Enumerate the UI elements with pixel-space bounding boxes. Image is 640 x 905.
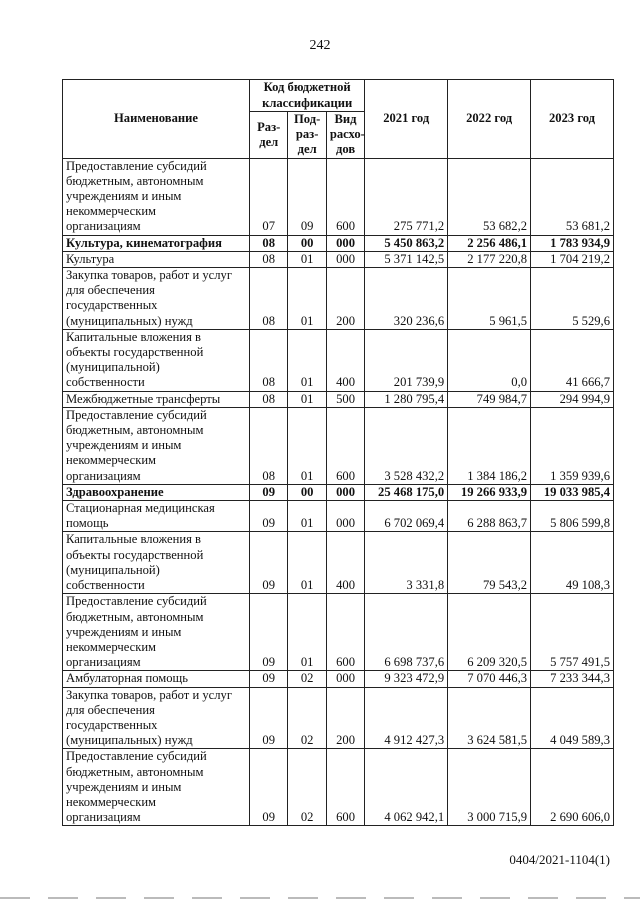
cell-y2022: 3 000 715,9 (448, 749, 531, 826)
cell-y2021: 4 062 942,1 (365, 749, 448, 826)
cell-y2021: 9 323 472,9 (365, 671, 448, 687)
scan-edge-artifact (0, 897, 640, 899)
cell-expense-type: 600 (326, 407, 364, 484)
cell-expense-type: 000 (326, 501, 364, 532)
table-body (63, 158, 614, 826)
cell-section: 09 (250, 687, 288, 749)
cell-name: Амбулаторная помощь (63, 671, 250, 687)
cell-name: Предоставление субсидий бюджетным, автономным учреждениям и иным некоммерческим организациям (63, 594, 250, 671)
cell-name: Предоставление субсидий бюджетным, автономным учреждениям и иным некоммерческим организациям (63, 749, 250, 826)
cell-expense-type: 000 (326, 484, 364, 500)
cell-y2021: 6 702 069,4 (365, 501, 448, 532)
cell-section: 08 (250, 329, 288, 391)
cell-expense-type: 200 (326, 268, 364, 330)
cell-y2023: 1 783 934,9 (531, 235, 614, 251)
cell-y2021: 320 236,6 (365, 268, 448, 330)
cell-expense-type: 500 (326, 391, 364, 407)
document-code: 0404/2021-1104(1) (509, 852, 610, 867)
cell-section: 09 (250, 749, 288, 826)
table-row (63, 501, 614, 532)
cell-y2021: 3 528 432,2 (365, 407, 448, 484)
cell-y2023: 7 233 344,3 (531, 671, 614, 687)
cell-name: Закупка товаров, работ и услуг для обеспечения государственных (муниципальных) нужд (63, 268, 250, 330)
table-row (63, 235, 614, 251)
table-row (63, 749, 614, 826)
cell-section: 09 (250, 501, 288, 532)
cell-expense-type: 400 (326, 329, 364, 391)
header-subsection: Под- раз- дел (288, 112, 326, 159)
cell-section: 09 (250, 484, 288, 500)
cell-y2022: 19 266 933,9 (448, 484, 531, 500)
cell-name: Капитальные вложения в объекты государственной (муниципальной) собственности (63, 532, 250, 594)
cell-subsection: 01 (288, 391, 326, 407)
cell-name: Закупка товаров, работ и услуг для обеспечения государственных (муниципальных) нужд (63, 687, 250, 749)
cell-expense-type: 000 (326, 671, 364, 687)
cell-section: 08 (250, 268, 288, 330)
cell-subsection: 01 (288, 407, 326, 484)
cell-expense-type: 600 (326, 749, 364, 826)
cell-y2022: 6 288 863,7 (448, 501, 531, 532)
header-2023: 2023 год (531, 80, 614, 159)
cell-name: Стационарная медицинская помощь (63, 501, 250, 532)
cell-y2021: 3 331,8 (365, 532, 448, 594)
cell-y2023: 1 359 939,6 (531, 407, 614, 484)
table-header (63, 80, 614, 159)
cell-y2023: 53 681,2 (531, 158, 614, 235)
cell-y2023: 41 666,7 (531, 329, 614, 391)
header-code-group: Код бюджетной классификации (250, 80, 365, 112)
cell-subsection: 01 (288, 594, 326, 671)
cell-expense-type: 600 (326, 158, 364, 235)
cell-name: Здравоохранение (63, 484, 250, 500)
table-row (63, 158, 614, 235)
cell-section: 09 (250, 671, 288, 687)
cell-subsection: 01 (288, 268, 326, 330)
header-2021: 2021 год (365, 80, 448, 159)
header-expense-type: Вид расхо- дов (326, 112, 364, 159)
cell-y2021: 201 739,9 (365, 329, 448, 391)
header-section: Раз- дел (250, 112, 288, 159)
cell-expense-type: 400 (326, 532, 364, 594)
cell-y2022: 7 070 446,3 (448, 671, 531, 687)
page-number: 242 (309, 38, 331, 53)
table-row (63, 594, 614, 671)
table-row (63, 484, 614, 500)
cell-y2023: 5 757 491,5 (531, 594, 614, 671)
cell-subsection: 02 (288, 687, 326, 749)
cell-y2022: 6 209 320,5 (448, 594, 531, 671)
cell-y2022: 5 961,5 (448, 268, 531, 330)
budget-table (62, 79, 614, 826)
cell-section: 08 (250, 407, 288, 484)
table-row (63, 407, 614, 484)
cell-subsection: 02 (288, 671, 326, 687)
cell-subsection: 02 (288, 749, 326, 826)
header-name: Наименование (63, 80, 250, 159)
cell-expense-type: 000 (326, 251, 364, 267)
cell-subsection: 09 (288, 158, 326, 235)
cell-y2023: 19 033 985,4 (531, 484, 614, 500)
cell-expense-type: 200 (326, 687, 364, 749)
cell-y2023: 294 994,9 (531, 391, 614, 407)
cell-y2021: 6 698 737,6 (365, 594, 448, 671)
cell-y2023: 2 690 606,0 (531, 749, 614, 826)
cell-subsection: 01 (288, 532, 326, 594)
cell-name: Предоставление субсидий бюджетным, автономным учреждениям и иным некоммерческим организациям (63, 407, 250, 484)
cell-section: 07 (250, 158, 288, 235)
table-row (63, 391, 614, 407)
cell-y2022: 3 624 581,5 (448, 687, 531, 749)
cell-expense-type: 600 (326, 594, 364, 671)
cell-subsection: 01 (288, 329, 326, 391)
table-row (63, 532, 614, 594)
cell-y2022: 53 682,2 (448, 158, 531, 235)
cell-section: 09 (250, 594, 288, 671)
cell-name: Капитальные вложения в объекты государственной (муниципальной) собственности (63, 329, 250, 391)
cell-name: Культура (63, 251, 250, 267)
cell-y2022: 0,0 (448, 329, 531, 391)
cell-y2021: 5 371 142,5 (365, 251, 448, 267)
cell-name: Культура, кинематография (63, 235, 250, 251)
cell-section: 09 (250, 532, 288, 594)
cell-subsection: 01 (288, 501, 326, 532)
cell-section: 08 (250, 235, 288, 251)
cell-y2021: 4 912 427,3 (365, 687, 448, 749)
cell-subsection: 00 (288, 235, 326, 251)
cell-y2023: 4 049 589,3 (531, 687, 614, 749)
cell-y2022: 2 256 486,1 (448, 235, 531, 251)
table-row (63, 251, 614, 267)
cell-y2022: 749 984,7 (448, 391, 531, 407)
cell-section: 08 (250, 251, 288, 267)
table-row (63, 671, 614, 687)
cell-expense-type: 000 (326, 235, 364, 251)
table-row (63, 268, 614, 330)
header-2022: 2022 год (448, 80, 531, 159)
cell-y2023: 5 529,6 (531, 268, 614, 330)
cell-y2021: 25 468 175,0 (365, 484, 448, 500)
table-row (63, 687, 614, 749)
cell-y2023: 1 704 219,2 (531, 251, 614, 267)
cell-y2021: 5 450 863,2 (365, 235, 448, 251)
cell-subsection: 01 (288, 251, 326, 267)
cell-name: Предоставление субсидий бюджетным, автономным учреждениям и иным некоммерческим организациям (63, 158, 250, 235)
cell-y2022: 79 543,2 (448, 532, 531, 594)
cell-section: 08 (250, 391, 288, 407)
cell-y2023: 49 108,3 (531, 532, 614, 594)
cell-name: Межбюджетные трансферты (63, 391, 250, 407)
table-row (63, 329, 614, 391)
cell-y2021: 275 771,2 (365, 158, 448, 235)
cell-y2022: 1 384 186,2 (448, 407, 531, 484)
cell-y2023: 5 806 599,8 (531, 501, 614, 532)
cell-y2022: 2 177 220,8 (448, 251, 531, 267)
cell-subsection: 00 (288, 484, 326, 500)
cell-y2021: 1 280 795,4 (365, 391, 448, 407)
